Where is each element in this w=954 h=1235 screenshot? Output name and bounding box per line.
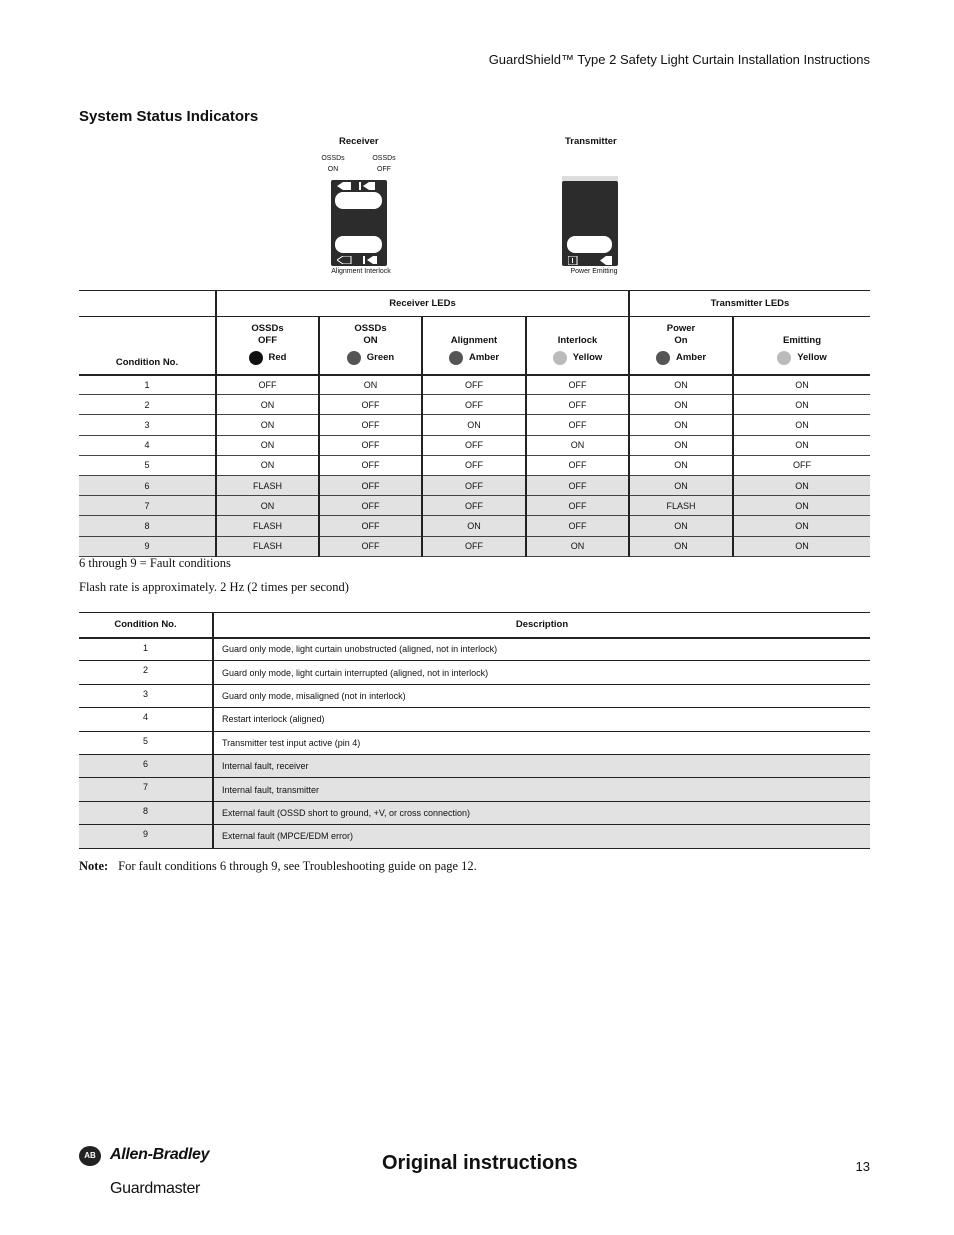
troubleshooting-note (79, 859, 477, 874)
led-state-cell: OFF (733, 455, 870, 475)
table-row (79, 435, 870, 455)
ossds-off-label: OSSDs OFF (372, 155, 396, 173)
table-row (79, 516, 870, 536)
led-state-cell: ON (629, 415, 733, 435)
led-color-name: Yellow (797, 352, 827, 363)
ossds-on-label: OSSDs ON (321, 155, 345, 173)
led-state-cell: OFF (319, 516, 422, 536)
condition-number: 5 (79, 731, 213, 754)
condition-description-table (79, 612, 870, 849)
led-state-cell: FLASH (629, 496, 733, 516)
condition-description: Restart interlock (aligned) (213, 708, 870, 731)
led-state-cell: OFF (526, 415, 629, 435)
led-state-cell: OFF (216, 375, 319, 395)
receiver-caption: Alignment Interlock (331, 268, 391, 275)
condition-number: 2 (79, 395, 216, 415)
transmitter-power-icon (568, 256, 612, 265)
description-header: Description (213, 613, 870, 638)
condition-number: 2 (79, 661, 213, 684)
receiver-interlock-icon (337, 256, 381, 264)
led-state-cell: ON (526, 536, 629, 556)
receiver-arrow-icon (337, 182, 381, 190)
led-name: Interlock (557, 334, 598, 346)
condition-number: 1 (79, 638, 213, 661)
condition-number: 8 (79, 801, 213, 824)
page-number: 13 (855, 1159, 870, 1174)
condition-number: 7 (79, 496, 216, 516)
led-state-cell: ON (216, 496, 319, 516)
led-state-cell: ON (216, 435, 319, 455)
receiver-panel (331, 180, 387, 266)
desc-condition-header: Condition No. (79, 613, 213, 638)
led-state-cell: ON (629, 395, 733, 415)
receiver-bottom-window (335, 236, 382, 253)
condition-number: 9 (79, 825, 213, 848)
condition-description: Guard only mode, light curtain unobstructed (aligned, not in interlock) (213, 638, 870, 661)
led-state-cell: OFF (319, 435, 422, 455)
led-state-cell: OFF (422, 475, 526, 495)
condition-description: Guard only mode, misaligned (not in interlock) (213, 684, 870, 707)
led-state-cell: FLASH (216, 516, 319, 536)
table-row (79, 825, 870, 848)
original-instructions: Original instructions (382, 1152, 578, 1174)
led-indicator-icon (249, 351, 263, 365)
condition-description: Guard only mode, light curtain interrupted (aligned, not in interlock) (213, 661, 870, 684)
running-header: GuardShield™ Type 2 Safety Light Curtain Installation Instructions (488, 52, 870, 67)
led-state-cell: ON (733, 435, 870, 455)
condition-number: 5 (79, 455, 216, 475)
led-state-cell: ON (733, 516, 870, 536)
led-state-cell: OFF (422, 496, 526, 516)
led-column-header (733, 317, 870, 375)
note-label: Note: (79, 859, 109, 873)
led-indicator-icon (656, 351, 670, 365)
led-state-cell: ON (629, 475, 733, 495)
flash-rate-note: Flash rate is approximately. 2 Hz (2 times per second) (79, 580, 349, 594)
table-row (79, 475, 870, 495)
led-state-cell: ON (733, 496, 870, 516)
led-state-cell: ON (629, 375, 733, 395)
led-state-cell: OFF (422, 395, 526, 415)
condition-number: 9 (79, 536, 216, 556)
receiver-leds-header: Receiver LEDs (216, 291, 629, 317)
table-row (79, 415, 870, 435)
led-indicator-icon (449, 351, 463, 365)
led-name: Alignment (450, 334, 498, 346)
led-column-header (422, 317, 526, 375)
condition-number: 1 (79, 375, 216, 395)
blank-group-cell (79, 291, 216, 317)
led-state-cell: ON (629, 536, 733, 556)
led-state-cell: OFF (526, 455, 629, 475)
table-row (79, 778, 870, 801)
brand-name: Allen-Bradley (110, 1146, 210, 1163)
transmitter-window (567, 236, 612, 253)
table-row (79, 731, 870, 754)
led-state-cell: ON (733, 536, 870, 556)
led-state-cell: ON (422, 415, 526, 435)
led-indicator-icon (553, 351, 567, 365)
transmitter-caption: Power Emitting (570, 268, 618, 275)
transmitter-panel (562, 181, 618, 266)
condition-description: Transmitter test input active (pin 4) (213, 731, 870, 754)
led-name: OSSDs OFF (251, 322, 284, 346)
condition-description: Internal fault, transmitter (213, 778, 870, 801)
table-row (79, 661, 870, 684)
condition-number: 6 (79, 754, 213, 777)
receiver-top-window (335, 192, 382, 209)
condition-number: 6 (79, 475, 216, 495)
led-state-cell: ON (422, 516, 526, 536)
table-row (79, 684, 870, 707)
led-status-table (79, 290, 870, 557)
table-row (79, 395, 870, 415)
led-column-header (629, 317, 733, 375)
led-name: Power On (666, 322, 696, 346)
led-column-header (216, 317, 319, 375)
led-state-cell: OFF (526, 375, 629, 395)
guardmaster-logo: Guardmaster (110, 1180, 201, 1197)
condition-number: 4 (79, 708, 213, 731)
condition-number: 8 (79, 516, 216, 536)
led-state-cell: ON (733, 395, 870, 415)
led-state-cell: ON (216, 455, 319, 475)
table-row (79, 455, 870, 475)
note-text: For fault conditions 6 through 9, see Troubleshooting guide on page 12. (118, 859, 477, 873)
table-row (79, 536, 870, 556)
led-state-cell: OFF (319, 455, 422, 475)
led-state-cell: ON (733, 475, 870, 495)
led-state-cell: OFF (319, 395, 422, 415)
led-state-cell: ON (629, 516, 733, 536)
condition-description: External fault (OSSD short to ground, +V, or cross connection) (213, 801, 870, 824)
led-state-cell: OFF (422, 536, 526, 556)
condition-description: External fault (MPCE/EDM error) (213, 825, 870, 848)
led-state-cell: FLASH (216, 475, 319, 495)
led-state-cell: OFF (422, 375, 526, 395)
led-state-cell: ON (526, 435, 629, 455)
led-state-cell: OFF (422, 435, 526, 455)
led-column-header (319, 317, 422, 375)
condition-description: Internal fault, receiver (213, 754, 870, 777)
led-state-cell: ON (216, 395, 319, 415)
led-state-cell: ON (629, 435, 733, 455)
table-row (79, 375, 870, 395)
led-color-name: Yellow (572, 352, 603, 363)
led-state-cell: ON (319, 375, 422, 395)
table-row (79, 754, 870, 777)
led-color-name: Amber (675, 352, 707, 363)
receiver-label: Receiver (339, 136, 379, 147)
led-color-name: Amber (468, 352, 500, 363)
led-state-cell: ON (216, 415, 319, 435)
led-state-cell: OFF (526, 395, 629, 415)
led-indicator-icon (347, 351, 361, 365)
led-name: Emitting (783, 334, 821, 346)
led-color-name: Green (366, 352, 395, 363)
led-state-cell: ON (733, 415, 870, 435)
led-state-cell: ON (733, 375, 870, 395)
led-state-cell: OFF (526, 496, 629, 516)
led-state-cell: OFF (526, 475, 629, 495)
led-state-cell: OFF (422, 455, 526, 475)
table-row (79, 708, 870, 731)
fault-range-note: 6 through 9 = Fault conditions (79, 556, 231, 570)
led-state-cell: OFF (319, 496, 422, 516)
led-state-cell: OFF (526, 516, 629, 536)
section-title: System Status Indicators (79, 108, 259, 125)
condition-number: 4 (79, 435, 216, 455)
led-state-cell: FLASH (216, 536, 319, 556)
led-state-cell: ON (629, 455, 733, 475)
allen-bradley-logo: AB (79, 1146, 101, 1166)
led-state-cell: OFF (319, 536, 422, 556)
condition-number: 7 (79, 778, 213, 801)
condition-no-header: Condition No. (79, 317, 216, 375)
led-diagram (79, 136, 870, 281)
led-color-name: Red (268, 352, 287, 363)
condition-number: 3 (79, 684, 213, 707)
table-row (79, 496, 870, 516)
led-state-cell: OFF (319, 475, 422, 495)
condition-number: 3 (79, 415, 216, 435)
led-indicator-icon (777, 351, 791, 365)
transmitter-label: Transmitter (565, 136, 617, 147)
table-row (79, 638, 870, 661)
transmitter-leds-header: Transmitter LEDs (629, 291, 870, 317)
led-name: OSSDs ON (354, 322, 387, 346)
table-row (79, 801, 870, 824)
led-state-cell: OFF (319, 415, 422, 435)
led-column-header (526, 317, 629, 375)
